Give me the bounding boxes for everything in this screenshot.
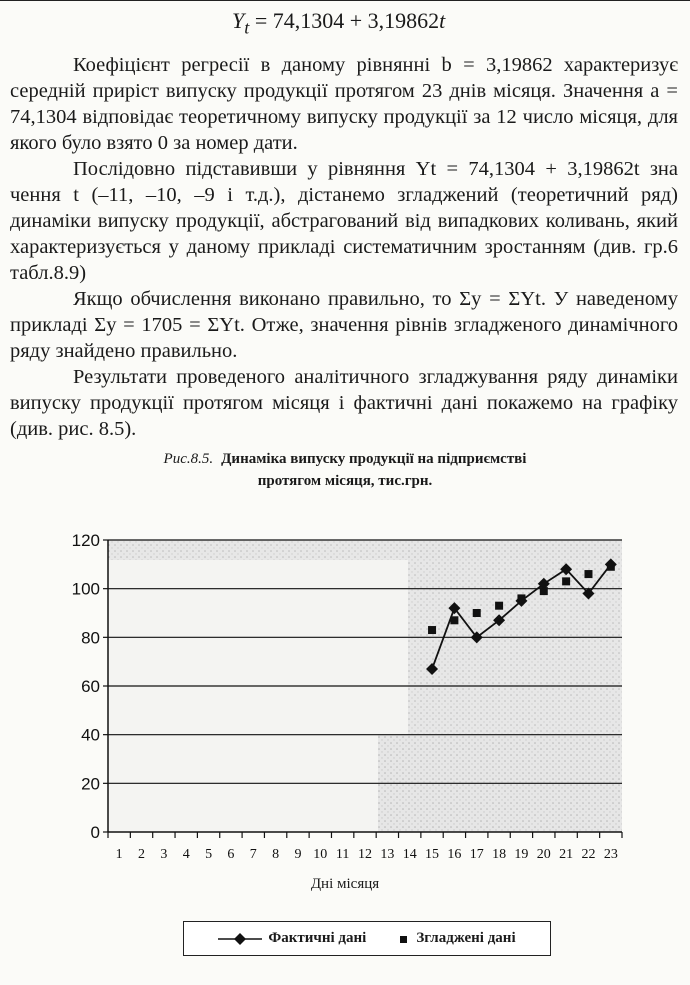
point-smoothed [450,616,458,624]
y-tick-label: 0 [90,823,100,842]
line-chart [0,520,690,880]
x-tick-label: 8 [272,847,280,862]
paragraph-1: Коефіцієнт регресії в даному рівнянні b = 3,19862 характеризує середній приріст випуску продукції протягом 23 днів місяця. Значення a = 74,1304 відповідає теоретичному випуску продукції за 12 число місяця, для якого було взято 0 за номер дати. [10,54,678,154]
legend-diamond-line-icon [218,932,262,946]
x-tick-label: 2 [138,847,146,862]
y-tick-label: 100 [71,579,100,599]
legend-label-actual: Фактичні дані [268,930,367,946]
x-tick-label: 10 [313,847,328,862]
y-tick-label: 20 [81,774,100,794]
legend-item-smoothed [396,930,515,947]
x-tick-label: 18 [492,847,507,862]
chart-legend [183,921,551,956]
x-tick-label: 6 [227,847,235,862]
x-axis-title: Дні місяця [310,876,380,892]
x-tick-label: 7 [249,847,257,862]
plot-shading [108,540,622,560]
x-tick-label: 9 [294,847,302,862]
figure-caption [0,448,690,492]
point-smoothed [495,602,503,610]
x-tick-label: 22 [581,847,596,862]
x-tick-label: 21 [559,847,574,862]
x-tick-label: 16 [447,847,462,862]
x-tick-label: 4 [182,847,190,862]
y-tick-label: 120 [71,531,100,550]
x-tick-label: 15 [425,847,440,862]
figure-title-line2: протягом місяця, тис.грн. [257,473,433,489]
body-text [10,52,678,442]
top-rule [0,0,690,1]
x-tick-label: 12 [358,847,372,862]
point-smoothed [584,570,592,578]
x-tick-label: 23 [603,847,618,862]
y-tick-label: 40 [81,725,100,745]
point-smoothed [473,609,481,617]
x-tick-label: 13 [380,847,395,862]
figure-title-line1: Динаміка випуску продукції на підприємстві [221,451,527,467]
y-tick-label: 60 [81,677,100,696]
paragraph-4: Результати проведеного аналітичного згладжування ряду динаміки випуску продукції протягом місяця і фактичні дані покажемо на графіку (див. рис. 8.5). [10,366,678,440]
legend-item-actual [218,930,366,947]
paragraph-2: Послідовно підставивши у рівняння Yt = 74,1304 + 3,19862t зна чення t (–11, –10, –9 і т.д.), дістанемо згладжений (теоретичний ряд) динаміки випуску продукції, абстрагований від випадкових коливань, який характеризується у даному прикладі систематичним зростанням (див. гр.6 табл.8.9) [10,158,678,284]
point-smoothed [562,577,570,585]
x-tick-label: 3 [160,847,168,862]
legend-label-smoothed: Згладжені дані [416,930,516,946]
x-tick-label: 5 [205,847,213,862]
x-tick-label: 1 [115,847,123,862]
x-tick-label: 11 [335,847,350,862]
x-tick-label: 19 [514,847,529,862]
x-tick-label: 17 [469,847,484,862]
point-smoothed [428,626,436,634]
figure-label: Рис.8.5. [163,451,214,467]
x-tick-label: 14 [402,847,417,862]
regression-formula: $Y_t = 74,1304 + 3,19862t$ [232,8,446,38]
x-tick-label: 20 [536,847,551,862]
legend-square-icon [396,932,410,946]
paragraph-3: Якщо обчислення виконано правильно, то Σy = ΣYt. У наведеному прикладі Σy = 1705 = ΣYt. Отже, значення рівнів згладженого динамічного ряду знайдено правильно. [10,288,678,362]
y-tick-label: 80 [81,628,100,648]
